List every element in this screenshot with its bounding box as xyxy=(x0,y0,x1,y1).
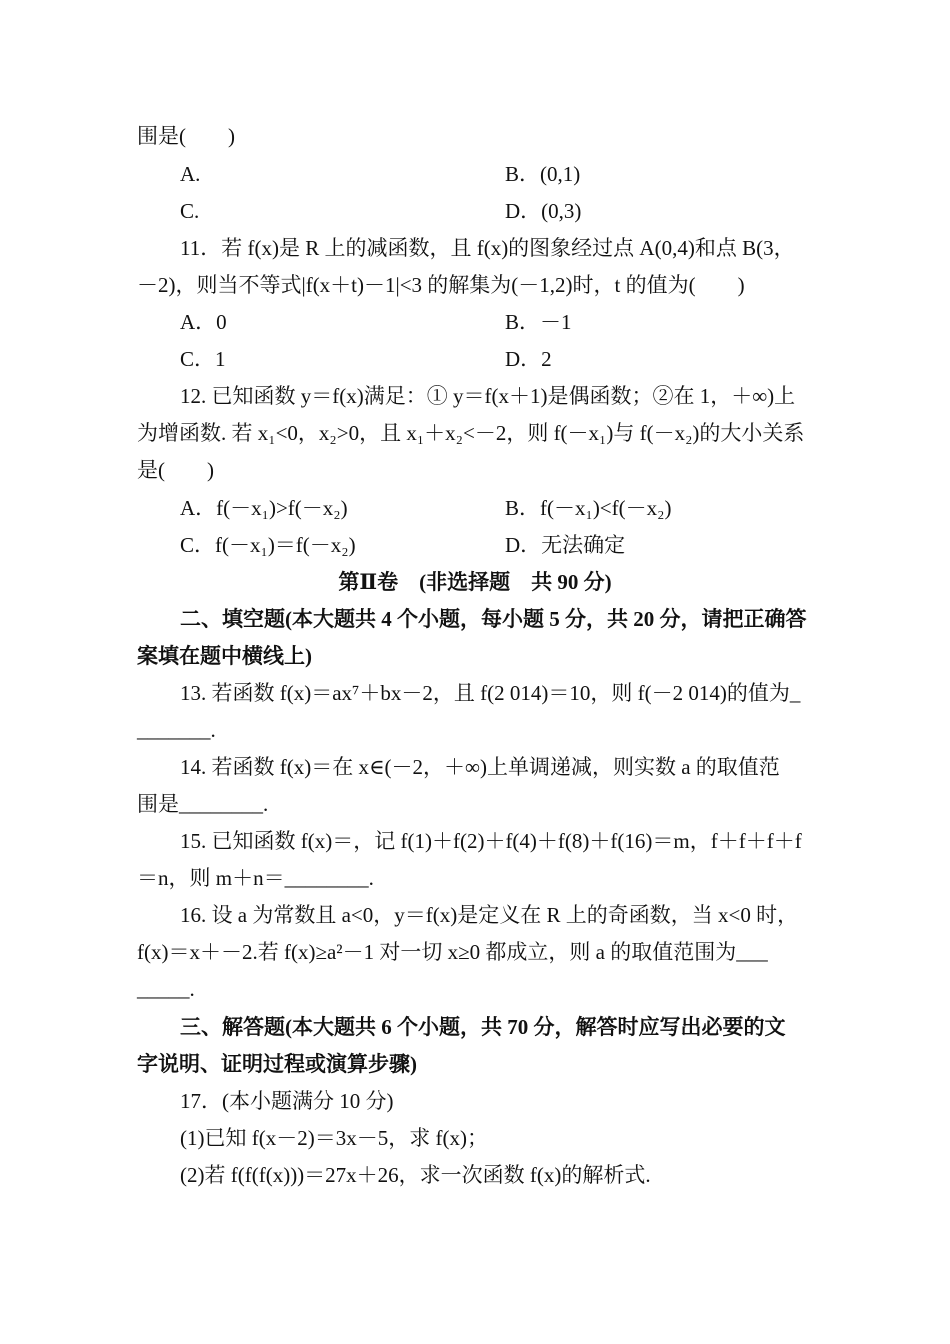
q10-option-d: D．(0,3) xyxy=(505,199,582,223)
q13-line2: _______. xyxy=(137,718,216,742)
q10-option-a: A. xyxy=(180,162,201,186)
section3-heading-line1: 三、解答题(本大题共 6 个小题，共 70 分，解答时应写出必要的文 xyxy=(180,1015,786,1039)
q16-line1: 16. 设 a 为常数且 a<0，y＝f(x)是定义在 R 上的奇函数，当 x<0 时， xyxy=(180,903,799,927)
q12-line3: 是( ) xyxy=(137,458,214,482)
section2-heading-line2: 案填在题中横线上) xyxy=(137,644,312,668)
q10-option-b: B．(0,1) xyxy=(505,162,581,186)
section3-heading-line2: 字说明、证明过程或演算步骤) xyxy=(137,1052,417,1076)
q11-line2: －2)，则当不等式|f(x＋t)－1|<3 的解集为(－1,2)时，t 的值为( ) xyxy=(137,273,745,297)
q12-option-a: A．f(－x₁)>f(－x₂) xyxy=(180,496,348,520)
part2-title: 第Ⅱ卷 (非选择题 共 90 分) xyxy=(338,570,612,594)
q15-line2: ＝n，则 m＋n＝________. xyxy=(137,866,374,890)
q14-line2: 围是________. xyxy=(137,792,269,816)
q11-line1: 11．若 f(x)是 R 上的减函数，且 f(x)的图象经过点 A(0,4)和点 B(3， xyxy=(180,236,795,260)
q16-line3: _____. xyxy=(137,977,195,1001)
q12-option-b: B．f(－x₁)<f(－x₂) xyxy=(505,496,672,520)
q12-option-d: D．无法确定 xyxy=(505,533,626,557)
q14-line1: 14. 若函数 f(x)＝在 x∈(－2，＋∞)上单调递减，则实数 a 的取值范 xyxy=(180,755,780,779)
q11-option-d: D．2 xyxy=(505,347,552,371)
q13-line1: 13. 若函数 f(x)＝ax⁷＋bx－2，且 f(2 014)＝10，则 f(－2 014)的值为_ xyxy=(180,681,801,705)
q10-option-c: C. xyxy=(180,199,200,223)
q11-option-c: C．1 xyxy=(180,347,226,371)
q11-option-a: A．0 xyxy=(180,310,227,334)
section2-heading-line1: 二、填空题(本大题共 4 个小题，每小题 5 分，共 20 分，请把正确答 xyxy=(180,607,807,631)
q16-line2: f(x)＝x＋－2.若 f(x)≥a²－1 对一切 x≥0 都成立，则 a 的取值范围为___ xyxy=(137,940,768,964)
q17-line1: 17．(本小题满分 10 分) xyxy=(180,1089,394,1113)
q17-line2: (1)已知 f(x－2)＝3x－5，求 f(x)； xyxy=(180,1126,488,1150)
q15-line1: 15. 已知函数 f(x)＝，记 f(1)＋f(2)＋f(4)＋f(8)＋f(16)＝m，f＋f＋f＋f xyxy=(180,829,802,853)
q11-option-b: B．－1 xyxy=(505,310,572,334)
q12-line1: 12. 已知函数 y＝f(x)满足：① y＝f(x＋1)是偶函数；②在 1，＋∞)上 xyxy=(180,384,796,408)
q10-tail: 围是( ) xyxy=(137,124,235,148)
q12-line2: 为增函数. 若 x₁<0，x₂>0，且 x₁＋x₂<－2，则 f(－x₁)与 f(－x₂)的大小关系 xyxy=(137,421,805,445)
q12-option-c: C．f(－x₁)＝f(－x₂) xyxy=(180,533,356,557)
q17-line3: (2)若 f(f(f(x)))＝27x＋26，求一次函数 f(x)的解析式. xyxy=(180,1163,651,1187)
